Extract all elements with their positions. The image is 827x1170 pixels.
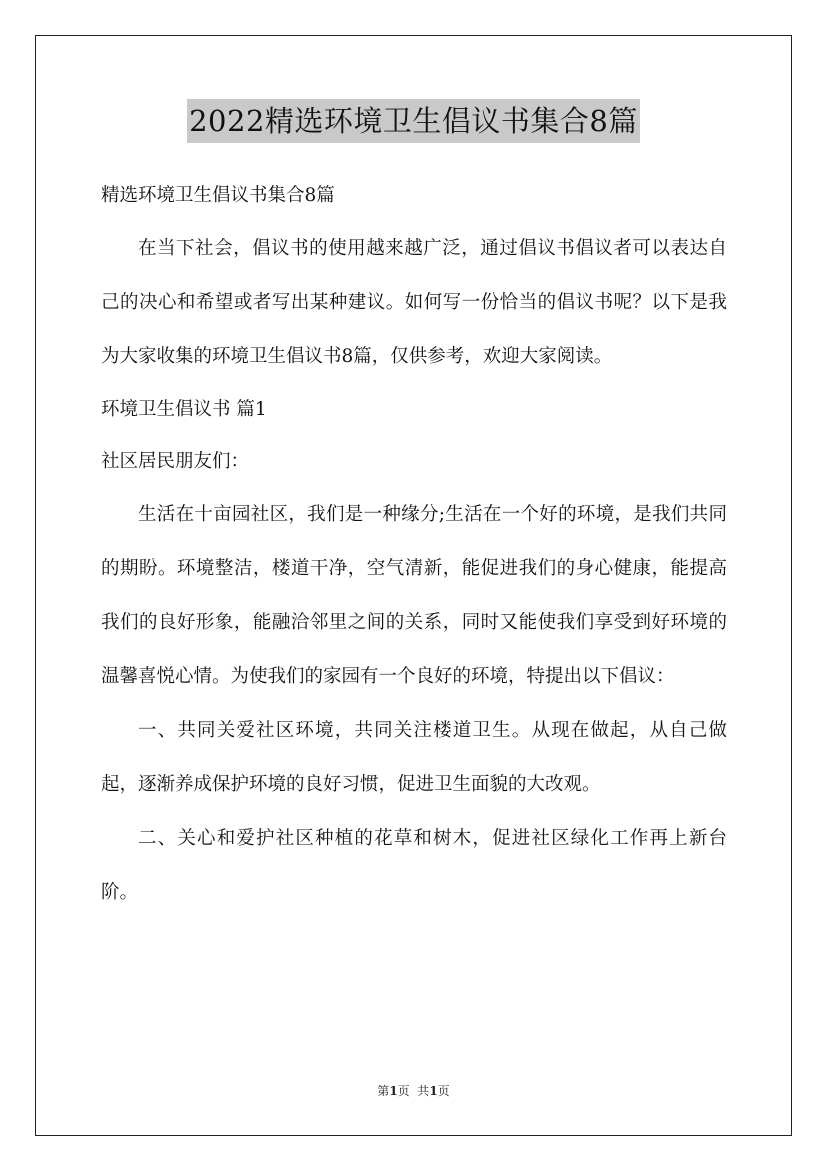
section-heading: 环境卫生倡议书 篇1 (101, 399, 267, 420)
footer-middle: 页 共 (397, 1084, 430, 1098)
title-area (0, 99, 827, 143)
total-page-number: 1 (429, 1084, 438, 1098)
document-body (101, 170, 727, 920)
body-paragraph: 二、关心和爱护社区种植的花草和树木，促进社区绿化工作再上新台阶。 (101, 828, 727, 903)
page-footer (0, 1083, 827, 1099)
current-page-number: 1 (389, 1084, 398, 1098)
footer-suffix: 页 (437, 1084, 450, 1098)
footer-prefix: 第 (377, 1084, 390, 1098)
body-paragraph: 一、共同关爱社区环境，共同关注楼道卫生。从现在做起，从自己做起，逐渐养成保护环境的良好习惯，促进卫生面貌的大改观。 (101, 720, 727, 795)
salutation: 社区居民朋友们： (101, 451, 250, 472)
document-title: 2022精选环境卫生倡议书集合8篇 (187, 99, 640, 143)
body-paragraph: 生活在十亩园社区，我们是一种缘分;生活在一个好的环境，是我们共同的期盼。环境整洁，楼道干净，空气清新，能促进我们的身心健康，能提高我们的良好形象，能融洽邻里之间的关系，同时又能使我们享受到好环境的温馨喜悦心情。为使我们的家园有一个良好的环境，特提出以下倡议： (101, 504, 727, 687)
document-subtitle: 精选环境卫生倡议书集合8篇 (101, 185, 335, 206)
intro-paragraph: 在当下社会，倡议书的使用越来越广泛，通过倡议书倡议者可以表达自己的决心和希望或者写出某种建议。如何写一份恰当的倡议书呢？以下是我为大家收集的环境卫生倡议书8篇，仅供参考，欢迎大家阅读。 (101, 238, 727, 367)
